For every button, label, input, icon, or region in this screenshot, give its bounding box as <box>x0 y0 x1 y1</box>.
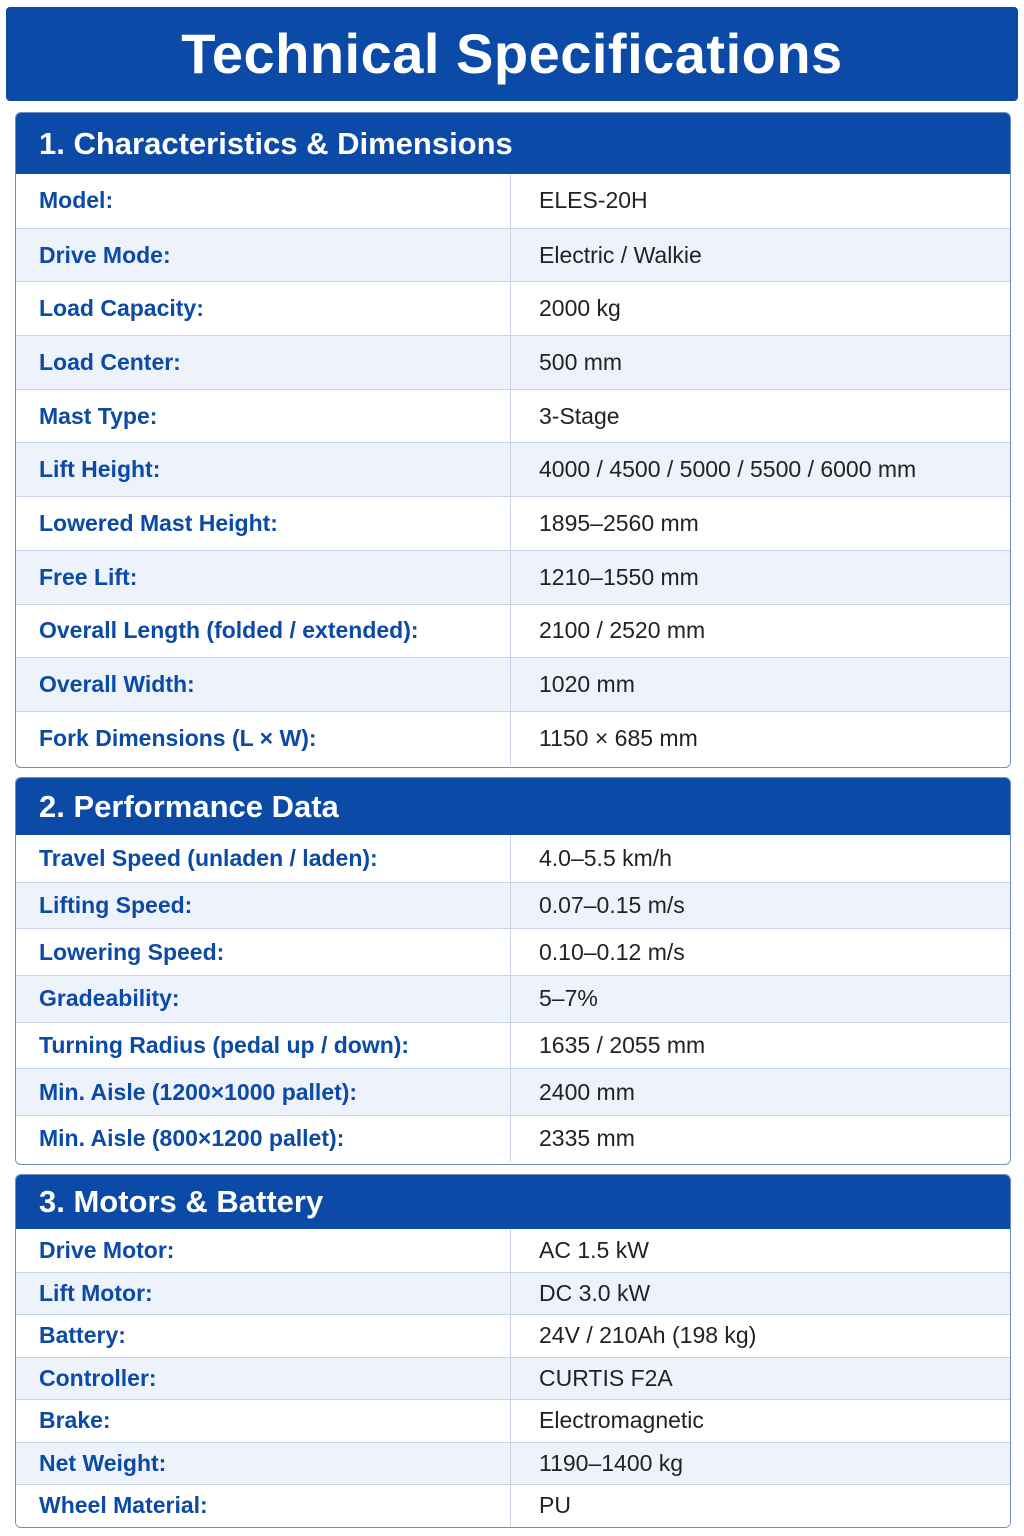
spec-value: 2000 kg <box>539 295 621 322</box>
section-characteristics-dimensions <box>15 112 1011 768</box>
spec-label: Gradeability: <box>16 976 511 1022</box>
spec-value: Electromagnetic <box>539 1407 704 1434</box>
spec-label: Brake: <box>16 1400 511 1442</box>
spec-label: Lowered Mast Height: <box>16 497 511 550</box>
spec-row <box>16 711 1010 765</box>
spec-value: 0.07–0.15 m/s <box>539 892 685 919</box>
spec-label: Min. Aisle (800×1200 pallet): <box>16 1116 511 1162</box>
spec-label: Lifting Speed: <box>16 883 511 929</box>
spec-value: 4000 / 4500 / 5000 / 5500 / 6000 mm <box>539 456 917 483</box>
spec-row <box>16 835 1010 882</box>
spec-label: Drive Mode: <box>16 229 511 282</box>
spec-value: 2400 mm <box>539 1078 635 1105</box>
spec-row <box>16 228 1010 282</box>
spec-label: Load Center: <box>16 336 511 389</box>
spec-table <box>16 1229 1010 1527</box>
spec-value: 2100 / 2520 mm <box>539 617 706 644</box>
spec-row <box>16 928 1010 975</box>
spec-value: 5–7% <box>539 985 598 1012</box>
spec-row <box>16 550 1010 604</box>
spec-value: 2335 mm <box>539 1125 635 1152</box>
spec-row <box>16 975 1010 1022</box>
spec-label: Load Capacity: <box>16 282 511 335</box>
spec-label: Min. Aisle (1200×1000 pallet): <box>16 1069 511 1115</box>
spec-label: Battery: <box>16 1315 511 1357</box>
spec-value: ELES-20H <box>539 187 648 214</box>
spec-row <box>16 496 1010 550</box>
spec-value: 1190–1400 kg <box>539 1449 684 1476</box>
spec-label: Lift Motor: <box>16 1273 511 1315</box>
spec-row <box>16 1442 1010 1485</box>
spec-label: Lowering Speed: <box>16 929 511 975</box>
spec-value: 1150 × 685 mm <box>539 724 698 751</box>
spec-label: Net Weight: <box>16 1443 511 1485</box>
spec-value: 3-Stage <box>539 402 620 429</box>
section-heading: 1. Characteristics & Dimensions <box>16 113 1010 174</box>
spec-row <box>16 281 1010 335</box>
spec-label: Wheel Material: <box>16 1485 511 1527</box>
spec-row <box>16 657 1010 711</box>
spec-label: Turning Radius (pedal up / down): <box>16 1023 511 1069</box>
spec-row <box>16 389 1010 443</box>
spec-row <box>16 604 1010 658</box>
spec-value: 4.0–5.5 km/h <box>539 844 672 871</box>
spec-row <box>16 335 1010 389</box>
spec-value: 1210–1550 mm <box>539 563 699 590</box>
spec-label: Mast Type: <box>16 390 511 443</box>
spec-table <box>16 835 1010 1162</box>
spec-value: 1635 / 2055 mm <box>539 1032 706 1059</box>
spec-label: Controller: <box>16 1358 511 1400</box>
section-heading: 3. Motors & Battery <box>16 1175 1010 1229</box>
spec-row <box>16 1229 1010 1272</box>
section-motors-battery <box>15 1174 1011 1528</box>
spec-label: Model: <box>16 174 511 228</box>
section-heading: 2. Performance Data <box>16 778 1010 835</box>
spec-label: Lift Height: <box>16 443 511 496</box>
spec-value: AC 1.5 kW <box>539 1236 649 1263</box>
spec-label: Overall Length (folded / extended): <box>16 605 511 658</box>
spec-value: 500 mm <box>539 348 623 375</box>
spec-row <box>16 1022 1010 1069</box>
spec-value: 1895–2560 mm <box>539 509 699 536</box>
page-header <box>6 7 1018 101</box>
spec-label: Free Lift: <box>16 551 511 604</box>
page-title: Technical Specifications <box>181 22 843 85</box>
spec-label: Travel Speed (unladen / laden): <box>16 835 511 882</box>
spec-label: Overall Width: <box>16 658 511 711</box>
spec-row <box>16 442 1010 496</box>
spec-value: 24V / 210Ah (198 kg) <box>539 1322 757 1349</box>
spec-row <box>16 1484 1010 1527</box>
spec-row <box>16 1314 1010 1357</box>
spec-value: DC 3.0 kW <box>539 1279 651 1306</box>
spec-value: Electric / Walkie <box>539 241 702 268</box>
spec-value: CURTIS F2A <box>539 1364 673 1391</box>
spec-value: 1020 mm <box>539 671 635 698</box>
spec-row <box>16 882 1010 929</box>
spec-row <box>16 1399 1010 1442</box>
spec-row <box>16 1115 1010 1162</box>
spec-row <box>16 1272 1010 1315</box>
spec-row <box>16 1068 1010 1115</box>
spec-table <box>16 174 1010 765</box>
spec-row <box>16 1357 1010 1400</box>
section-performance-data <box>15 777 1011 1165</box>
spec-value: PU <box>539 1492 571 1519</box>
spec-value: 0.10–0.12 m/s <box>539 938 685 965</box>
spec-label: Fork Dimensions (L × W): <box>16 712 511 765</box>
spec-row <box>16 174 1010 228</box>
spec-label: Drive Motor: <box>16 1229 511 1272</box>
